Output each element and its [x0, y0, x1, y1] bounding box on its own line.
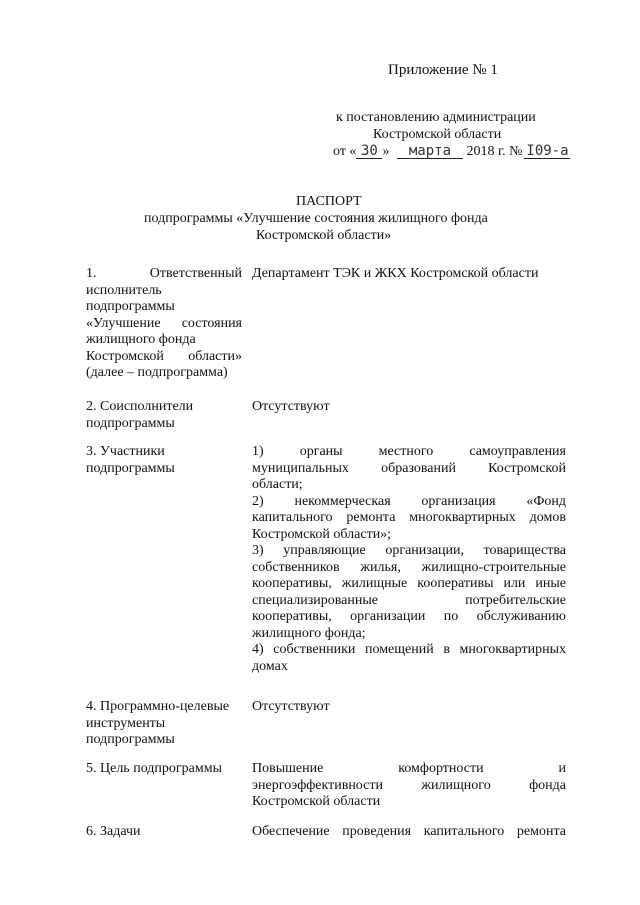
value-line: Костромской области — [252, 794, 381, 809]
decree-reference-line1: к постановлению администрации — [336, 110, 536, 125]
value-line: энергоэффективности жилищного фонда — [252, 777, 566, 793]
decree-reference-line2: Костромской области — [373, 127, 502, 142]
passport-subtitle-line1: подпрограммы «Улучшение состояния жилищного фонда — [144, 211, 488, 226]
row-value — [252, 699, 566, 716]
label-line: подпрограммы — [86, 460, 175, 476]
label-line: подпрограммы — [86, 732, 175, 747]
label-line: 2. Соисполнители — [86, 399, 194, 414]
label-line: 1. Ответственный — [86, 266, 242, 281]
row-value — [252, 824, 566, 841]
value-line: Обеспечение проведения капитального ремонта — [252, 824, 566, 839]
decree-date-line — [333, 144, 570, 161]
row-label — [86, 761, 242, 778]
row-label — [86, 399, 242, 432]
value-line: собственников жилья, жилищно-строительные — [252, 559, 566, 575]
row-label — [86, 699, 242, 749]
passport-title: ПАСПОРТ — [296, 194, 362, 209]
value-line: Костромской области»; — [252, 526, 392, 542]
date-year: 2018 г. № — [466, 144, 523, 159]
label-line: жилищного фонда — [86, 332, 196, 347]
value-line: Департамент ТЭК и ЖКХ Костромской области — [252, 266, 539, 281]
label-line: исполнитель — [86, 282, 162, 298]
date-mid: » — [382, 144, 390, 159]
label-line: 6. Задачи — [86, 824, 141, 839]
appendix-number: Приложение № 1 — [388, 62, 498, 78]
decree-number: I09-а — [526, 143, 569, 159]
date-prefix: от « — [333, 144, 357, 159]
value-line: кооперативы, организации по обслуживанию — [252, 609, 566, 624]
value-line: жилищного фонда; — [252, 625, 366, 641]
value-line: Отсутствуют — [252, 699, 330, 714]
date-month: марта — [397, 144, 463, 159]
date-day: 30 — [356, 144, 382, 159]
value-line: 4) собственники помещений в многоквартирных — [252, 642, 566, 657]
label-line: (далее – подпрограмма) — [86, 365, 228, 380]
value-line: 3) управляющие организации, товарищества — [252, 543, 566, 558]
value-line: 1) органы местного самоуправления — [252, 444, 566, 459]
value-line: специализированные потребительские — [252, 592, 566, 608]
row-label — [86, 824, 242, 841]
label-line: инструменты — [86, 715, 166, 731]
value-line: Повышение комфортности и — [252, 761, 566, 776]
label-line: «Улучшение состояния — [86, 315, 242, 331]
value-line: Отсутствуют — [252, 399, 330, 414]
row-value — [252, 399, 566, 416]
value-line: области; — [252, 477, 303, 492]
value-line: капитального ремонта многоквартирных домов — [252, 510, 566, 525]
row-value — [252, 266, 566, 283]
row-value — [252, 761, 566, 811]
value-line: муниципальных образований Костромской — [252, 460, 566, 476]
passport-subtitle-line2: Костромской области» — [256, 228, 392, 243]
value-line: 2) некоммерческая организация «Фонд — [252, 493, 566, 509]
label-line: 4. Программно-целевые — [86, 699, 230, 714]
label-line: 5. Цель подпрограммы — [86, 761, 222, 776]
row-label — [86, 444, 242, 477]
label-line: подпрограммы — [86, 415, 175, 431]
row-label — [86, 266, 242, 382]
label-line: Костромской области» — [86, 348, 242, 364]
label-line: подпрограммы — [86, 299, 175, 314]
value-line: кооперативы, жилищные кооперативы или иные — [252, 576, 566, 591]
row-value — [252, 444, 566, 675]
value-line: домах — [252, 658, 288, 674]
label-line: 3. Участники — [86, 444, 165, 459]
